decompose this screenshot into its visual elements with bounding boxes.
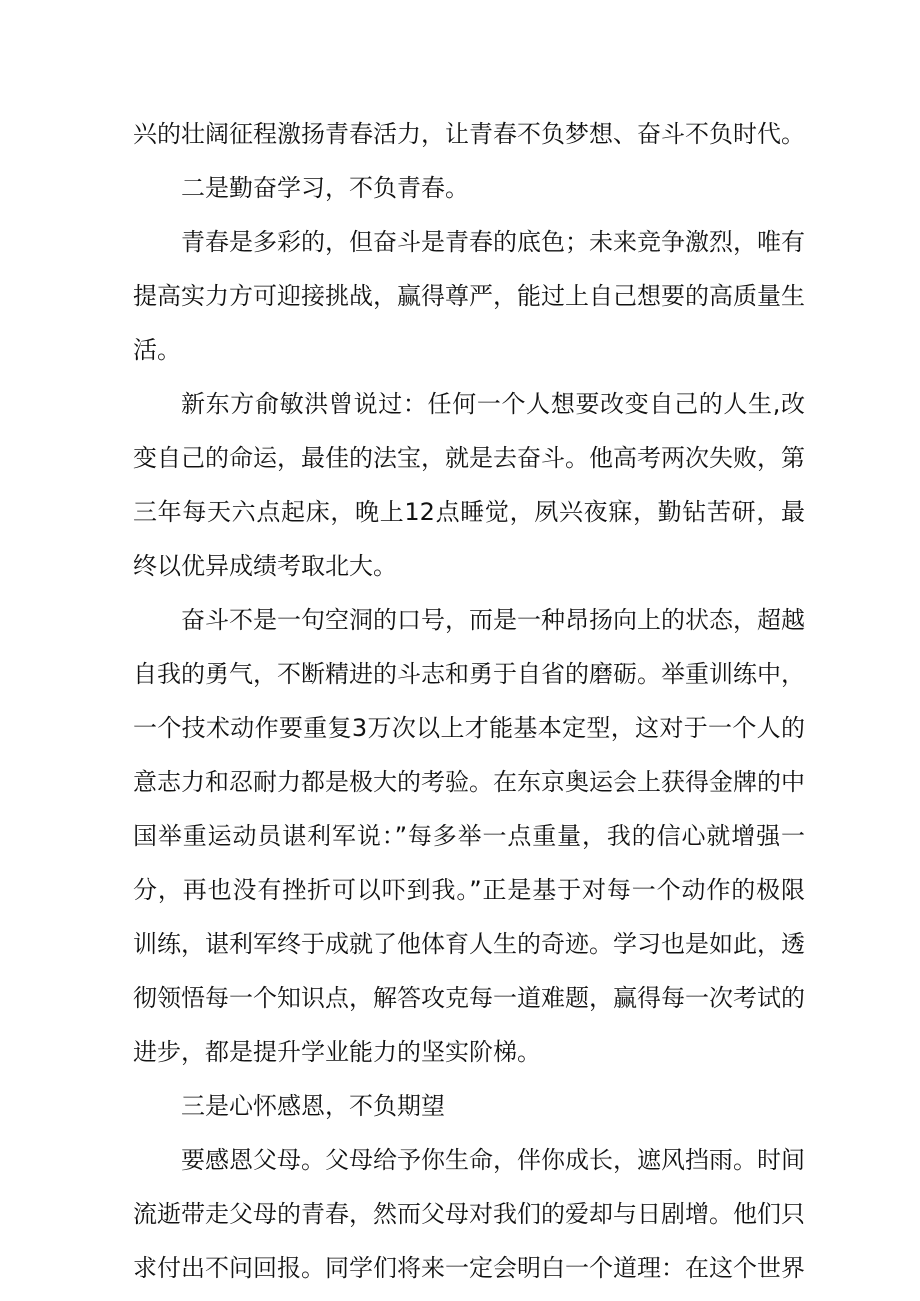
paragraph-struggle: 奋斗不是一句空洞的口号，而是一种昂扬向上的状态，超越自我的勇气，不断精进的斗志和勇于自省的磨砺。举重训练中，一个技术动作要重复3万次以上才能基本定型，这对于一个人的意志力和忍耐力都是极大的考验。在东京奥运会上获得金牌的中国举重运动员谌利军说：”每多举一点重量，我的信心就增强一分，再也没有挫折可以吓到我。”正是基于对每一个动作的极限训练，谌利军终于成就了他体育人生的奇迹。学习也是如此，透彻领悟每一个知识点，解答攻克每一道难题，赢得每一次考试的进步，都是提升学业能力的坚实阶梯。 — [133, 606, 805, 1066]
section-heading-study: 二是勤奋学习，不负青春。 — [181, 174, 469, 202]
document-body — [133, 107, 805, 1295]
paragraph-yu-minhong: 新东方俞敏洪曾说过：任何一个人想要改变自己的人生,改变自己的命运，最佳的法宝，就是去奋斗。他高考两次失败，第三年每天六点起床，晚上12点睡觉，夙兴夜寐，勤钻苦研，最终以优异成绩考取北大。 — [133, 390, 805, 580]
section-heading-gratitude: 三是心怀感恩，不负期望 — [181, 1092, 445, 1120]
paragraph-parents: 要感恩父母。父母给予你生命，伴你成长，遮风挡雨。时间流逝带走父母的青春，然而父母对我们的爱却与日剧增。他们只求付出不问回报。同学们将来一定会明白一个道理：在这个世界 — [133, 1146, 805, 1282]
paragraph-continued: 兴的壮阔征程激扬青春活力，让青春不负梦想、奋斗不负时代。 — [133, 120, 805, 148]
paragraph-youth: 青春是多彩的，但奋斗是青春的底色；未来竞争激烈，唯有提高实力方可迎接挑战，赢得尊严，能过上自己想要的高质量生活。 — [133, 228, 805, 364]
